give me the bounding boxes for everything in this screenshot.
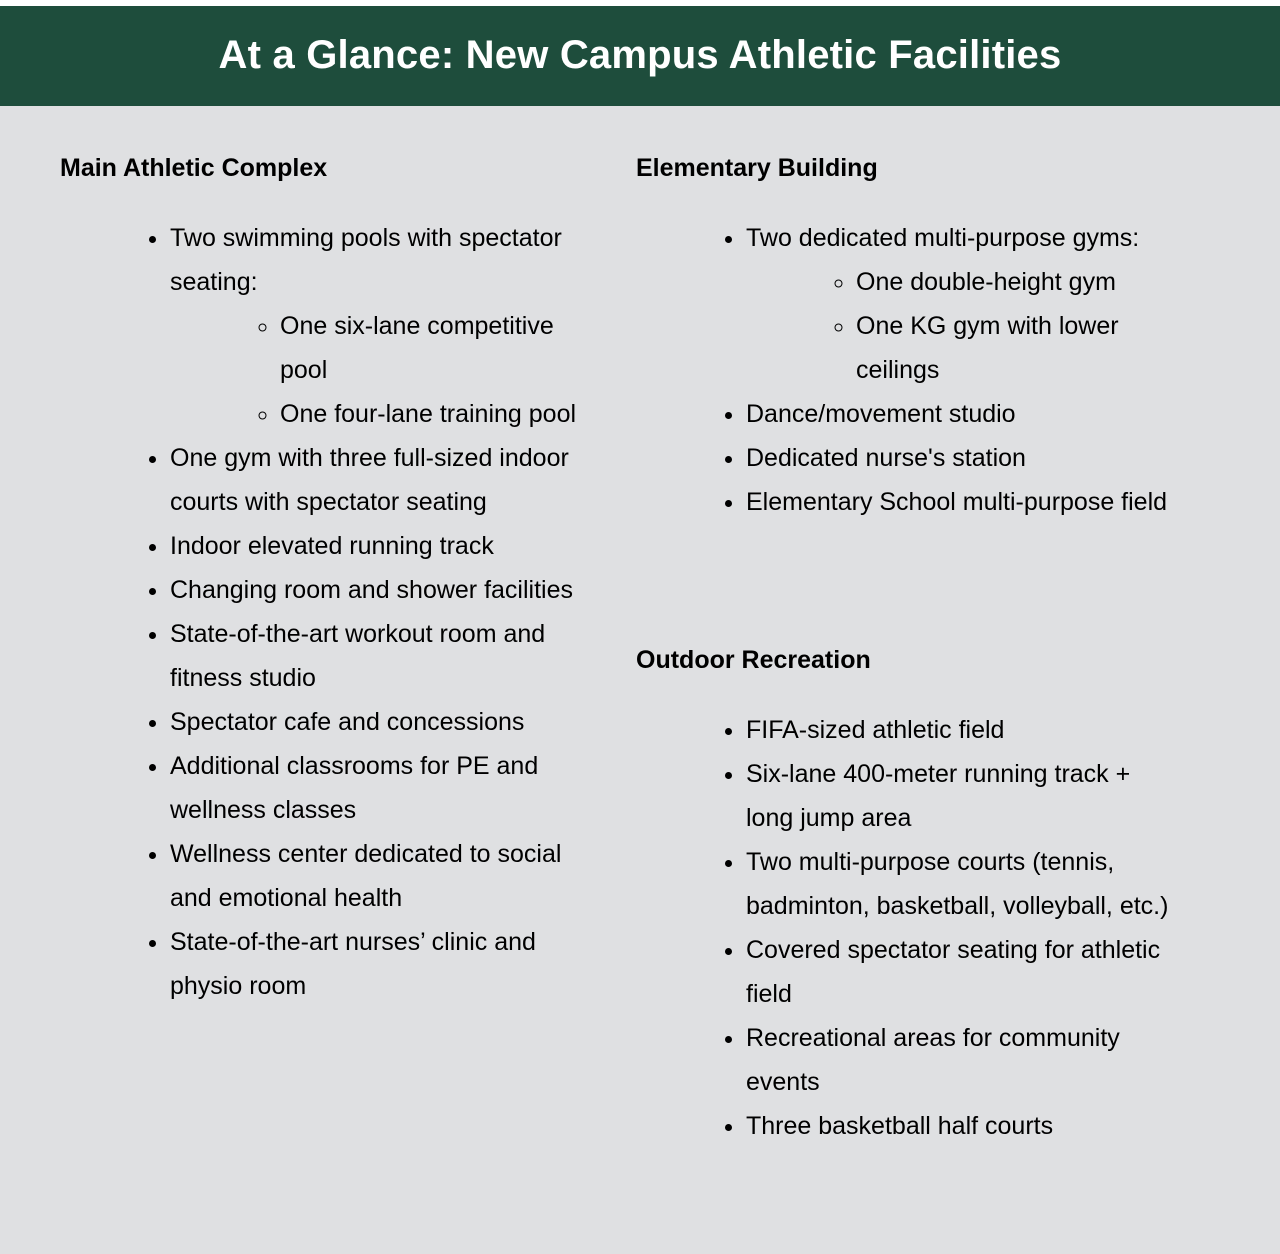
list-item [170, 612, 594, 700]
list-item [170, 568, 594, 612]
sublist-item [856, 260, 1170, 304]
list-item [746, 216, 1170, 392]
list-item-label: Three basketball half courts [746, 1112, 1054, 1140]
list-item-label: State-of-the-art nurses’ clinic and physio room [170, 928, 536, 1000]
list-item [170, 832, 594, 920]
list-item-label: State-of-the-art workout room and fitness studio [170, 620, 546, 692]
list-item-label: Changing room and shower facilities [170, 576, 573, 604]
sublist-item-label: One KG gym with lower ceilings [856, 312, 1119, 384]
page-header [0, 6, 1280, 106]
elementary-title: Elementary Building [636, 154, 878, 182]
outdoor-title: Outdoor Recreation [636, 646, 871, 674]
list-item [746, 392, 1170, 436]
list-item-label: Indoor elevated running track [170, 532, 494, 560]
list-item-label: Six-lane 400-meter running track + long jump area [746, 760, 1131, 832]
pool-sublist [170, 304, 594, 436]
list-item [746, 708, 1170, 752]
list-item [746, 928, 1170, 1016]
list-item-label: Two multi-purpose courts (tennis, badminton, basketball, volleyball, etc.) [746, 848, 1169, 920]
list-item [746, 752, 1170, 840]
main-complex-title: Main Athletic Complex [60, 154, 328, 182]
facilities-content [0, 106, 1280, 1254]
list-item [170, 744, 594, 832]
list-item [746, 480, 1170, 524]
list-item [170, 524, 594, 568]
page-title: At a Glance: New Campus Athletic Facilities [218, 33, 1062, 77]
list-item [170, 436, 594, 524]
list-item [746, 1104, 1170, 1148]
list-item-label: Recreational areas for community events [746, 1024, 1120, 1096]
list-item-label: Additional classrooms for PE and wellness classes [170, 752, 539, 824]
sublist-item-label: One double-height gym [856, 268, 1116, 296]
main-complex-list [146, 216, 594, 1008]
list-item [746, 840, 1170, 928]
sublist-item [280, 304, 594, 392]
list-item-label: Elementary School multi-purpose field [746, 488, 1168, 516]
list-item [746, 1016, 1170, 1104]
list-item [170, 216, 594, 436]
list-item-label: Dance/movement studio [746, 400, 1016, 428]
list-item-label: Wellness center dedicated to social and emotional health [170, 840, 562, 912]
list-item-label: Two dedicated multi-purpose gyms: [746, 224, 1140, 252]
list-item [746, 436, 1170, 480]
list-item-label: Two swimming pools with spectator seating: [170, 224, 562, 296]
sublist-item-label: One six-lane competitive pool [280, 312, 554, 384]
sublist-item [856, 304, 1170, 392]
list-item-label: Covered spectator seating for athletic field [746, 936, 1161, 1008]
list-item-label: FIFA-sized athletic field [746, 716, 1005, 744]
sublist-item-label: One four-lane training pool [280, 400, 577, 428]
list-item-label: Spectator cafe and concessions [170, 708, 525, 736]
elementary-list [722, 216, 1170, 524]
sublist-item [280, 392, 594, 436]
list-item-label: One gym with three full-sized indoor courts with spectator seating [170, 444, 569, 516]
list-item [170, 700, 594, 744]
gym-sublist [746, 260, 1170, 392]
list-item-label: Dedicated nurse's station [746, 444, 1026, 472]
list-item [170, 920, 594, 1008]
outdoor-list [722, 708, 1170, 1148]
